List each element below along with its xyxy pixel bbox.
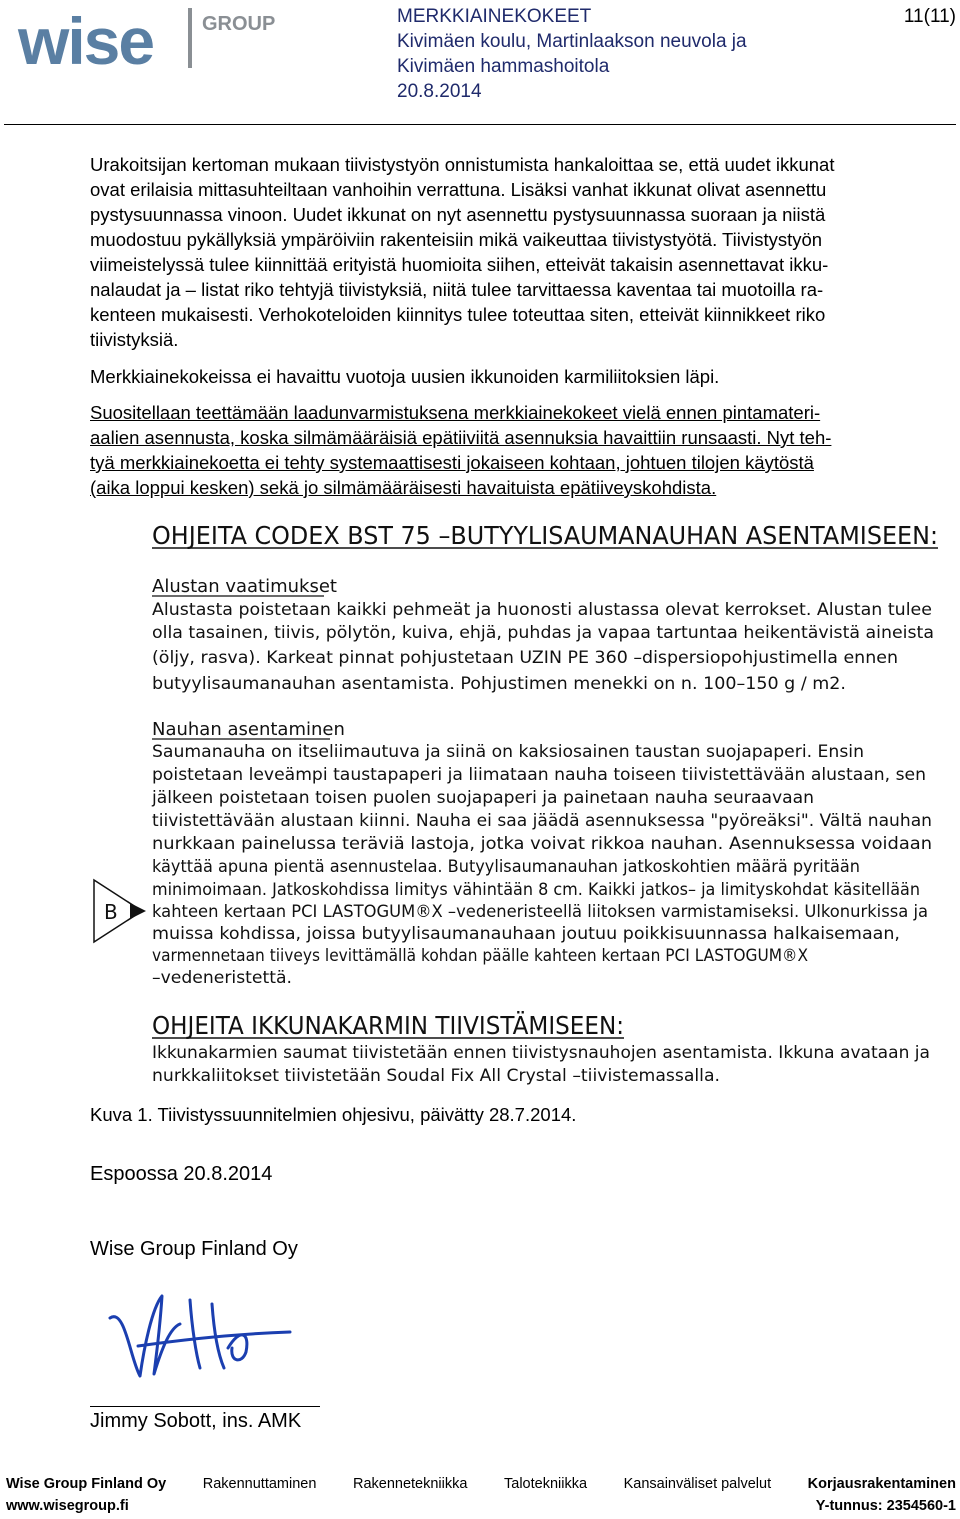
footer-link-rakennetekniikka[interactable]: Rakennetekniikka bbox=[352, 1476, 468, 1492]
text-line: pystysuunnassa vinoon. Uudet ikkunat on nyt asennettu pystysuunnassa suoraan ja niistä bbox=[90, 204, 826, 225]
text-line: ovat erilaisia mittasuhteiltaan vanhoihin verrattuna. Lisäksi vanhat ikkunat olivat asennettu bbox=[90, 179, 827, 200]
scan-line: tiivistettävään alustaan kiinni. Nauha ei saa jäädä asennuksessa "pyöreäksi". Vältä nauhan bbox=[152, 811, 932, 831]
scan-title: OHJEITA CODEX BST 75 –BUTYYLISAUMANAUHAN ASENTAMISEEN: bbox=[152, 521, 938, 550]
scan-line: minimoimaan. Jatkoskohdissa limitys vähintään 8 cm. Kaikki jatkos– ja limityskohdat käsitellään bbox=[152, 880, 920, 900]
footer-website-link[interactable]: www.wisegroup.fi bbox=[6, 1498, 129, 1514]
scan-line: varmennetaan tiiveys levittämällä kohdan päälle kahteen kertaan PCI LASTOGUM®X bbox=[152, 946, 809, 966]
handwritten-signature bbox=[100, 1288, 300, 1384]
scan-line: poistetaan leveämpi taustapaperi ja liimataan nauha toiseen tiivistettävään alustaan, sen bbox=[152, 765, 926, 785]
scan-subtitle: OHJEITA IKKUNAKARMIN TIIVISTÄMISEEN: bbox=[152, 1011, 624, 1040]
document-title: MERKKIAINEKOKEET bbox=[397, 6, 592, 27]
signature-line bbox=[90, 1406, 320, 1407]
text-line: aalien asennusta, koska silmämääräisiä epätiiviitä asennuksia havaittiin runsaasti. Nyt teh- bbox=[90, 427, 832, 448]
paragraph-recommendation bbox=[90, 400, 956, 500]
footer-link-talotekniikka[interactable]: Talotekniikka bbox=[504, 1476, 588, 1492]
text-line: kenteen mukaisesti. Verhokoteloiden kiinnitys tulee toteuttaa siten, etteivät kiinnikkeet riko bbox=[90, 304, 826, 325]
scan-section-heading: Alustan vaatimukset bbox=[152, 576, 337, 597]
page-number: 11(11) bbox=[903, 6, 956, 27]
marker-label: B bbox=[104, 900, 118, 924]
scan-line: käyttää apuna pientä asennustelaa. Butyylisaumanauhan jatkoskohtien määrä pyritään bbox=[152, 857, 860, 877]
footer-link-kansainvaliset[interactable]: Kansainväliset palvelut bbox=[623, 1476, 772, 1492]
header-subtitle-1: Kivimäen koulu, Martinlaakson neuvola ja bbox=[397, 31, 747, 52]
text-line: nalaudat ja – listat riko tehtyjä tiivistyksiä, niitä tulee tarvittaessa kaventaa tai muotoilla ra- bbox=[90, 279, 824, 300]
scan-line: olla tasainen, tiivis, pölytön, kuiva, ehjä, puhdas ja vapaa tartuntaa heikentävistä aineista bbox=[152, 623, 934, 643]
page-footer bbox=[6, 1476, 956, 1514]
text-line: viimeistelyssä tulee kiinnittää erityistä huomioita siihen, etteivät takaisin asennettavat ikku- bbox=[90, 254, 829, 275]
text-line: tyä merkkiainekoetta ei tehty systemaattisesti jokaiseen kohtaan, johtuen tilojen käytöstä bbox=[90, 452, 814, 473]
paragraph-result: Merkkiainekokeissa ei havaittu vuotoja uusien ikkunoiden karmiliitoksien läpi. bbox=[90, 366, 720, 387]
company-name: Wise Group Finland Oy bbox=[90, 1238, 298, 1260]
place-date: Espoossa 20.8.2014 bbox=[90, 1163, 273, 1185]
scan-line: muissa kohdissa, joissa butyylisaumanauhaan joutuu poikkisuunnassa halkaisemaan, bbox=[152, 924, 900, 944]
signer-name: Jimmy Sobott, ins. AMK bbox=[90, 1410, 302, 1432]
scan-line: nurkkaan painelussa teräviä lastoja, jotka voivat rikkoa nauhan. Asennuksessa voidaan bbox=[152, 834, 933, 854]
scan-line: Alustasta poistetaan kaikki pehmeät ja huonosti alustassa olevat kerrokset. Alustan tulee bbox=[152, 600, 932, 620]
header-date: 20.8.2014 bbox=[397, 81, 482, 102]
logo-divider bbox=[188, 8, 192, 68]
scan-line: nurkkaliitokset tiivistetään Soudal Fix All Crystal –tiivistemassalla. bbox=[152, 1066, 720, 1086]
footer-link-korjausrakentaminen[interactable]: Korjausrakentaminen bbox=[807, 1476, 956, 1492]
text-line: tiivistyksiä. bbox=[90, 329, 179, 350]
logo-wordmark: wise bbox=[18, 4, 154, 78]
paragraph-installation bbox=[90, 152, 956, 352]
marker-arrow-icon bbox=[130, 903, 146, 919]
scan-section-heading: Nauhan asentaminen bbox=[152, 719, 345, 740]
figure-caption: Kuva 1. Tiivistyssuunnitelmien ohjesivu, päivätty 28.7.2014. bbox=[90, 1104, 577, 1125]
scan-line: kahteen kertaan PCI LASTOGUM®X –vedeneristeellä liitoksen varmistamiseksi. Ulkonurkissa ja bbox=[152, 902, 928, 922]
scan-line: (öljy, rasva). Karkeat pinnat pohjustetaan UZIN PE 360 –dispersiopohjustimella ennen bbox=[152, 648, 898, 668]
scan-line: jälkeen poistetaan toisen puolen suojapaperi ja painetaan nauha seuraavaan bbox=[150, 788, 814, 808]
text-line: (aika loppui kesken) sekä jo silmämääräisesti havaituista epätiiveyskohdista. bbox=[90, 477, 717, 498]
header-divider bbox=[4, 124, 956, 125]
document-header bbox=[397, 4, 747, 104]
footer-link-rakennuttaminen[interactable]: Rakennuttaminen bbox=[202, 1476, 317, 1492]
text-line: Suositellaan teettämään laadunvarmistuksena merkkiainekokeet vielä ennen pintamateri- bbox=[90, 402, 821, 423]
scan-line: Ikkunakarmien saumat tiivistetään ennen tiivistysnauhojen asentamista. Ikkuna avataan ja bbox=[152, 1043, 930, 1063]
scan-line: Saumanauha on itseliimautuva ja siinä on kaksiosainen taustan suojapaperi. Ensin bbox=[152, 742, 865, 762]
wise-group-logo bbox=[18, 4, 276, 78]
text-line: muodostuu pykällyksiä ympäröiviin rakenteisiin mikä vaikeuttaa tiivistystyötä. Tiivistystyön bbox=[90, 229, 823, 250]
signature-stroke bbox=[110, 1296, 290, 1376]
footer-company: Wise Group Finland Oy bbox=[6, 1476, 167, 1492]
scanned-instruction-sheet bbox=[90, 512, 956, 1094]
header-subtitle-2: Kivimäen hammashoitola bbox=[397, 56, 610, 77]
scan-line: butyylisaumanauhan asentamista. Pohjustimen menekki on n. 100–150 g / m2. bbox=[152, 674, 847, 694]
scan-line: –vedeneristettä. bbox=[152, 968, 292, 988]
logo-group-text: GROUP bbox=[202, 13, 276, 35]
footer-business-id: Y-tunnus: 2354560-1 bbox=[815, 1498, 956, 1514]
text-line: Urakoitsijan kertoman mukaan tiivistystyön onnistumista hankaloittaa se, että uudet ikkunat bbox=[90, 154, 835, 175]
